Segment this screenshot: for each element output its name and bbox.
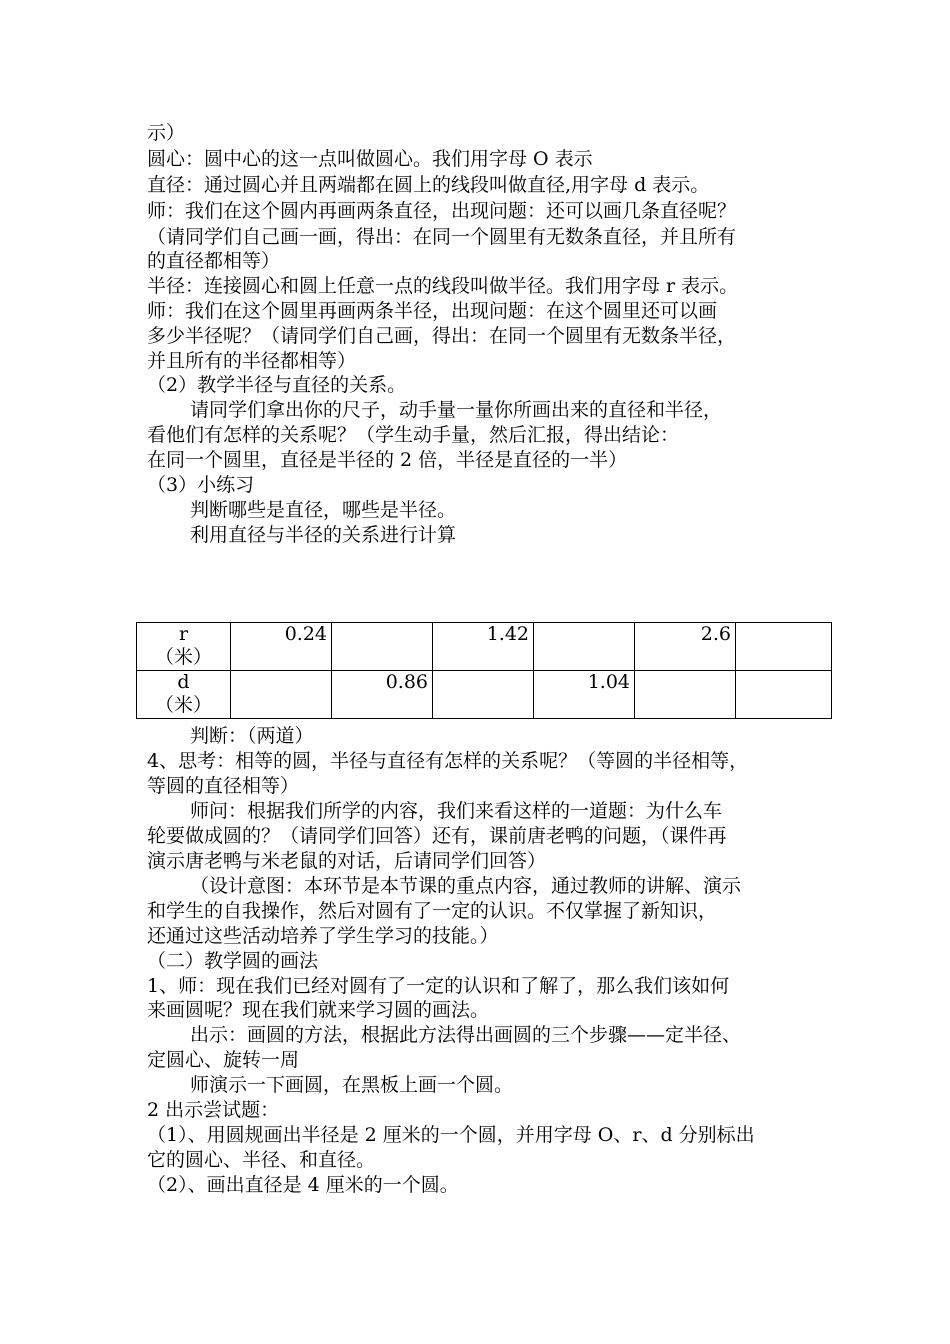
text-line: （3）小练习 <box>147 474 255 496</box>
table-cell: 0.24 <box>231 623 332 671</box>
table-cell <box>332 623 433 671</box>
text-line: 请同学们拿出你的尺子，动手量一量你所画出来的直径和半径， <box>190 399 723 421</box>
text-line: 多少半径呢？（请同学们自己画，得出：在同一个圆里有无数条半径， <box>147 325 737 347</box>
text-line: 出示：画圆的方法，根据此方法得出画圆的三个步骤——定半径、 <box>190 1024 742 1046</box>
table-cell: 1.42 <box>433 623 534 671</box>
table-cell <box>635 671 736 719</box>
row-header-d <box>137 671 231 719</box>
text-line: 来画圆呢？现在我们就来学习圆的画法。 <box>147 999 490 1021</box>
table-cell <box>736 671 832 719</box>
text-line: 看他们有怎样的关系呢？（学生动手量，然后汇报，得出结论： <box>147 424 680 446</box>
table-cell: 1.04 <box>534 671 635 719</box>
text-line: 2 出示尝试题： <box>147 1099 280 1121</box>
table-cell <box>433 671 534 719</box>
text-line: 半径：连接圆心和圆上任意一点的线段叫做半径。我们用字母 r 表示。 <box>147 275 739 297</box>
text-line: （2）教学半径与直径的关系。 <box>147 374 407 396</box>
table-cell: 0.86 <box>332 671 433 719</box>
text-line: 4、思考：相等的圆，半径与直径有怎样的关系呢？（等圆的半径相等， <box>147 750 749 772</box>
text-line: 判断哪些是直径，哪些是半径。 <box>190 499 457 521</box>
text-line: 示） <box>147 122 186 144</box>
text-line: 和学生的自我操作，然后对圆有了一定的认识。不仅掌握了新知识， <box>147 900 718 922</box>
table-cell: 2.6 <box>635 623 736 671</box>
text-line: （设计意图：本环节是本节课的重点内容，通过教师的讲解、演示 <box>190 875 742 897</box>
text-line: 师问：根据我们所学的内容，我们来看这样的一道题：为什么车 <box>190 800 723 822</box>
text-line: 直径：通过圆心并且两端都在圆上的线段叫做直径,用字母 d 表示。 <box>147 174 710 196</box>
text-line: 轮要做成圆的？（请同学们回答）还有，课前唐老鸭的问题，（课件再 <box>147 825 727 847</box>
row-unit: （米） <box>154 646 212 668</box>
row-label: r <box>178 623 189 645</box>
text-line: 判断：（两道） <box>190 725 314 747</box>
text-line: （2）、画出直径是 4 厘米的一个圆。 <box>147 1174 459 1196</box>
text-line: 等圆的直径相等） <box>147 775 300 797</box>
table-cell <box>534 623 635 671</box>
text-line: 1、师：现在我们已经对圆有了一定的认识和了解了，那么我们该如何 <box>147 975 730 997</box>
text-line: 利用直径与半径的关系进行计算 <box>190 524 457 546</box>
table-cell <box>736 623 832 671</box>
text-line: 演示唐老鸭与米老鼠的对话，后请同学们回答） <box>147 850 547 872</box>
text-line: 师：我们在这个圆里再画两条半径，出现问题：在这个圆里还可以画 <box>147 300 718 322</box>
text-line: 还通过这些活动培养了学生学习的技能。） <box>147 925 499 947</box>
row-unit: （米） <box>154 694 212 716</box>
table-row <box>137 623 916 671</box>
text-line: 圆心：圆中心的这一点叫做圆心。我们用字母 O 表示 <box>147 148 593 170</box>
text-line: （请同学们自己画一画，得出：在同一个圆里有无数条直径，并且所有 <box>147 226 737 248</box>
text-line: 它的圆心、半径、和直径。 <box>147 1149 376 1171</box>
text-line: 师：我们在这个圆内再画两条直径，出现问题：还可以画几条直径呢？ <box>147 200 737 222</box>
table-row <box>137 671 916 719</box>
row-header-r <box>137 623 231 671</box>
row-label: d <box>177 671 190 693</box>
text-line: 在同一个圆里，直径是半径的 2 倍，半径是直径的一半） <box>147 449 628 471</box>
table-cell <box>231 671 332 719</box>
text-line: （二）教学圆的画法 <box>147 950 319 972</box>
text-line: 的直径都相等） <box>147 250 281 272</box>
text-line: 并且所有的半径都相等） <box>147 350 357 372</box>
text-line: 师演示一下画圆，在黑板上画一个圆。 <box>190 1074 514 1096</box>
text-line: 定圆心、旋转一周 <box>147 1049 300 1071</box>
radius-diameter-table <box>136 622 916 719</box>
text-line: （1）、用圆规画出半径是 2 厘米的一个圆，并用字母 O、r、d 分别标出 <box>147 1124 755 1146</box>
